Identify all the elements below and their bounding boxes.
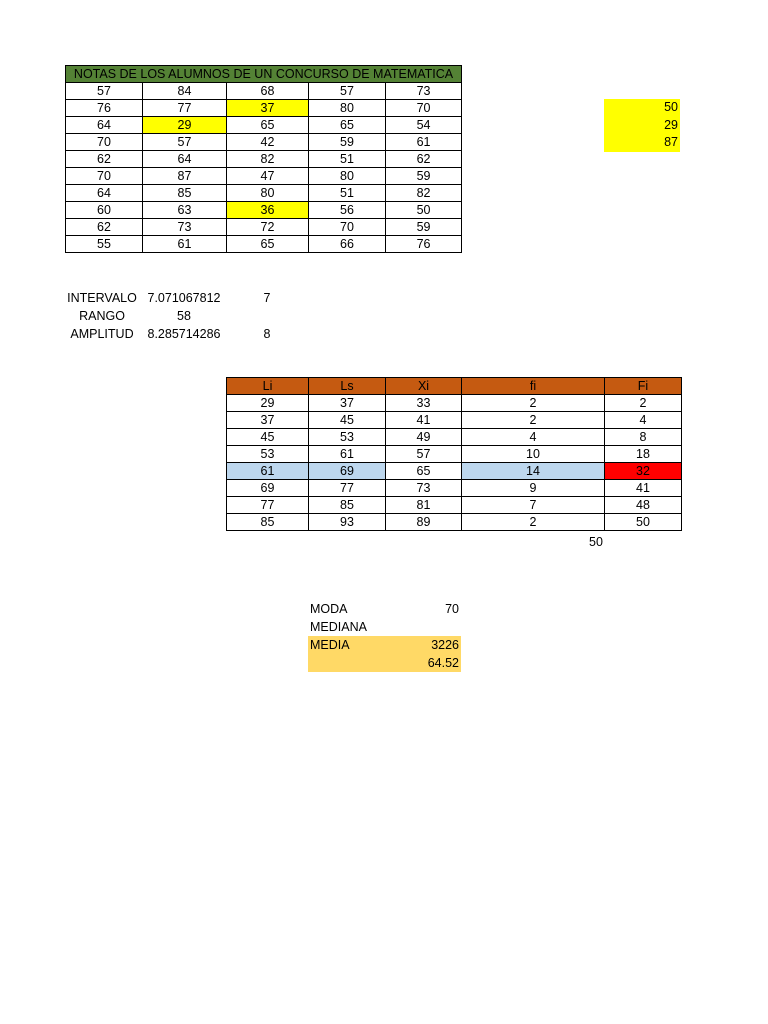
mediana-row	[308, 618, 461, 636]
cell[interactable]: 47	[227, 168, 309, 185]
table-row	[66, 168, 462, 185]
table-row	[66, 236, 462, 253]
cell[interactable]: 37	[309, 395, 386, 412]
cell[interactable]: 2	[462, 514, 605, 531]
cell[interactable]: 57	[309, 83, 386, 100]
scores-table	[65, 65, 462, 253]
cell[interactable]: 59	[309, 134, 386, 151]
cell[interactable]: 70	[66, 168, 143, 185]
rango-value[interactable]: 58	[177, 309, 191, 323]
cell[interactable]: 4	[462, 429, 605, 446]
cell[interactable]: 57	[386, 446, 462, 463]
cell[interactable]: 73	[386, 83, 462, 100]
cell[interactable]: 62	[386, 151, 462, 168]
cell[interactable]: 54	[386, 117, 462, 134]
cell[interactable]: 2	[462, 395, 605, 412]
cell[interactable]: 89	[386, 514, 462, 531]
cell[interactable]: 53	[227, 446, 309, 463]
media-label: MEDIA	[310, 638, 350, 652]
table-row	[227, 480, 682, 497]
highlighted-cell[interactable]: 37	[227, 100, 309, 117]
cell[interactable]: 33	[386, 395, 462, 412]
table-row	[227, 395, 682, 412]
summary-block	[308, 600, 461, 672]
cell[interactable]: 7	[462, 497, 605, 514]
moda-value[interactable]: 70	[445, 602, 459, 616]
media-row	[308, 636, 461, 654]
cell[interactable]: 73	[386, 480, 462, 497]
header-ls[interactable]: Ls	[309, 378, 386, 395]
cell[interactable]: 84	[143, 83, 227, 100]
cell[interactable]: 63	[143, 202, 227, 219]
cell[interactable]: 61	[309, 446, 386, 463]
table-row	[66, 83, 462, 100]
cell[interactable]: 57	[143, 134, 227, 151]
cell[interactable]: 48	[605, 497, 682, 514]
cell[interactable]: 64	[66, 185, 143, 202]
cell[interactable]: 18	[605, 446, 682, 463]
cell[interactable]: 50	[386, 202, 462, 219]
frequency-header-row	[227, 378, 682, 395]
cell[interactable]: 80	[309, 100, 386, 117]
cell[interactable]: 66	[309, 236, 386, 253]
cell[interactable]: 2	[605, 395, 682, 412]
table-row	[66, 134, 462, 151]
cell[interactable]: 51	[309, 185, 386, 202]
cell[interactable]: 45	[309, 412, 386, 429]
frequency-total[interactable]: 50	[589, 535, 603, 549]
cell[interactable]: 81	[386, 497, 462, 514]
intervalo-value[interactable]: 7.071067812	[147, 291, 221, 305]
cell[interactable]: 65	[227, 117, 309, 134]
amplitud-label: AMPLITUD	[70, 327, 134, 341]
table-row	[227, 429, 682, 446]
table-row	[66, 202, 462, 219]
spacer	[226, 307, 308, 325]
stats-labels	[66, 289, 138, 343]
table-row	[227, 446, 682, 463]
table-row	[66, 151, 462, 168]
cell[interactable]: 51	[309, 151, 386, 168]
cell[interactable]: 8	[605, 429, 682, 446]
modal-cell[interactable]: 69	[309, 463, 386, 480]
side-value[interactable]: 87	[664, 135, 678, 149]
modal-cell[interactable]: 61	[227, 463, 309, 480]
cell[interactable]: 77	[309, 480, 386, 497]
cell[interactable]: 70	[309, 219, 386, 236]
cell[interactable]: 82	[386, 185, 462, 202]
cell[interactable]: 68	[227, 83, 309, 100]
amplitud-value[interactable]: 8.285714286	[147, 327, 221, 341]
cell[interactable]: 82	[227, 151, 309, 168]
moda-row	[308, 600, 461, 618]
header-fi[interactable]: fi	[462, 378, 605, 395]
stats-values	[142, 289, 226, 343]
modal-cell[interactable]: 14	[462, 463, 605, 480]
header-xi[interactable]: Xi	[386, 378, 462, 395]
cell[interactable]: 50	[605, 514, 682, 531]
stats-rounded	[226, 289, 308, 343]
cell[interactable]: 73	[143, 219, 227, 236]
median-cell[interactable]: 32	[605, 463, 682, 480]
cell[interactable]: 69	[227, 480, 309, 497]
cell[interactable]: 70	[66, 134, 143, 151]
cell[interactable]: 72	[227, 219, 309, 236]
cell[interactable]: 80	[227, 185, 309, 202]
cell[interactable]: 64	[66, 117, 143, 134]
cell[interactable]: 76	[66, 100, 143, 117]
cell[interactable]: 2	[462, 412, 605, 429]
cell[interactable]: 4	[605, 412, 682, 429]
side-values-box	[604, 99, 680, 152]
mediana-value[interactable]	[386, 618, 461, 636]
cell[interactable]: 70	[386, 100, 462, 117]
cell[interactable]: 77	[143, 100, 227, 117]
cell[interactable]: 65	[227, 236, 309, 253]
table-row	[227, 412, 682, 429]
cell[interactable]: 10	[462, 446, 605, 463]
amplitud-rounded[interactable]: 8	[263, 327, 271, 341]
intervalo-label: INTERVALO	[67, 291, 137, 305]
scores-table-title: NOTAS DE LOS ALUMNOS DE UN CONCURSO DE MATEMATICA	[66, 66, 462, 83]
cell[interactable]: 41	[605, 480, 682, 497]
cell[interactable]: 85	[309, 497, 386, 514]
media-result-row	[308, 654, 461, 672]
cell[interactable]: 60	[66, 202, 143, 219]
side-value[interactable]: 50	[664, 100, 678, 114]
cell[interactable]: 57	[66, 83, 143, 100]
moda-label: MODA	[310, 602, 348, 616]
cell[interactable]: 76	[386, 236, 462, 253]
highlighted-cell[interactable]: 36	[227, 202, 309, 219]
cell[interactable]: 53	[309, 429, 386, 446]
cell[interactable]: 45	[227, 429, 309, 446]
cell[interactable]: 59	[386, 219, 462, 236]
modal-class-row	[227, 463, 682, 480]
cell[interactable]: 62	[66, 219, 143, 236]
cell[interactable]: 77	[227, 497, 309, 514]
cell[interactable]: 85	[143, 185, 227, 202]
table-row	[66, 219, 462, 236]
table-row	[66, 117, 462, 134]
cell[interactable]: 62	[66, 151, 143, 168]
cell[interactable]: 80	[309, 168, 386, 185]
table-row	[66, 185, 462, 202]
table-row	[227, 514, 682, 531]
cell[interactable]: 65	[309, 117, 386, 134]
cell[interactable]: 61	[143, 236, 227, 253]
side-value[interactable]: 29	[664, 117, 678, 132]
cell[interactable]: 55	[66, 236, 143, 253]
cell[interactable]: 42	[227, 134, 309, 151]
cell[interactable]: 59	[386, 168, 462, 185]
media-value[interactable]: 64.52	[427, 656, 459, 670]
cell[interactable]: 56	[309, 202, 386, 219]
cell[interactable]: 65	[386, 463, 462, 480]
media-sum[interactable]: 3226	[431, 638, 459, 652]
highlighted-cell[interactable]: 29	[143, 117, 227, 134]
frequency-table	[226, 377, 682, 531]
cell[interactable]: 49	[386, 429, 462, 446]
cell[interactable]: 29	[227, 395, 309, 412]
intervalo-rounded[interactable]: 7	[263, 291, 271, 305]
mediana-label: MEDIANA	[310, 620, 367, 634]
cell[interactable]: 87	[143, 168, 227, 185]
cell[interactable]: 85	[227, 514, 309, 531]
header-li[interactable]: Li	[227, 378, 309, 395]
cell[interactable]: 93	[309, 514, 386, 531]
table-row	[227, 497, 682, 514]
table-row	[66, 100, 462, 117]
cell[interactable]: 9	[462, 480, 605, 497]
header-fi-cumulative[interactable]: Fi	[605, 378, 682, 395]
rango-label: RANGO	[79, 309, 125, 323]
cell[interactable]: 37	[227, 412, 309, 429]
media-result-spacer	[308, 654, 386, 672]
cell[interactable]: 41	[386, 412, 462, 429]
cell[interactable]: 61	[386, 134, 462, 151]
cell[interactable]: 64	[143, 151, 227, 168]
